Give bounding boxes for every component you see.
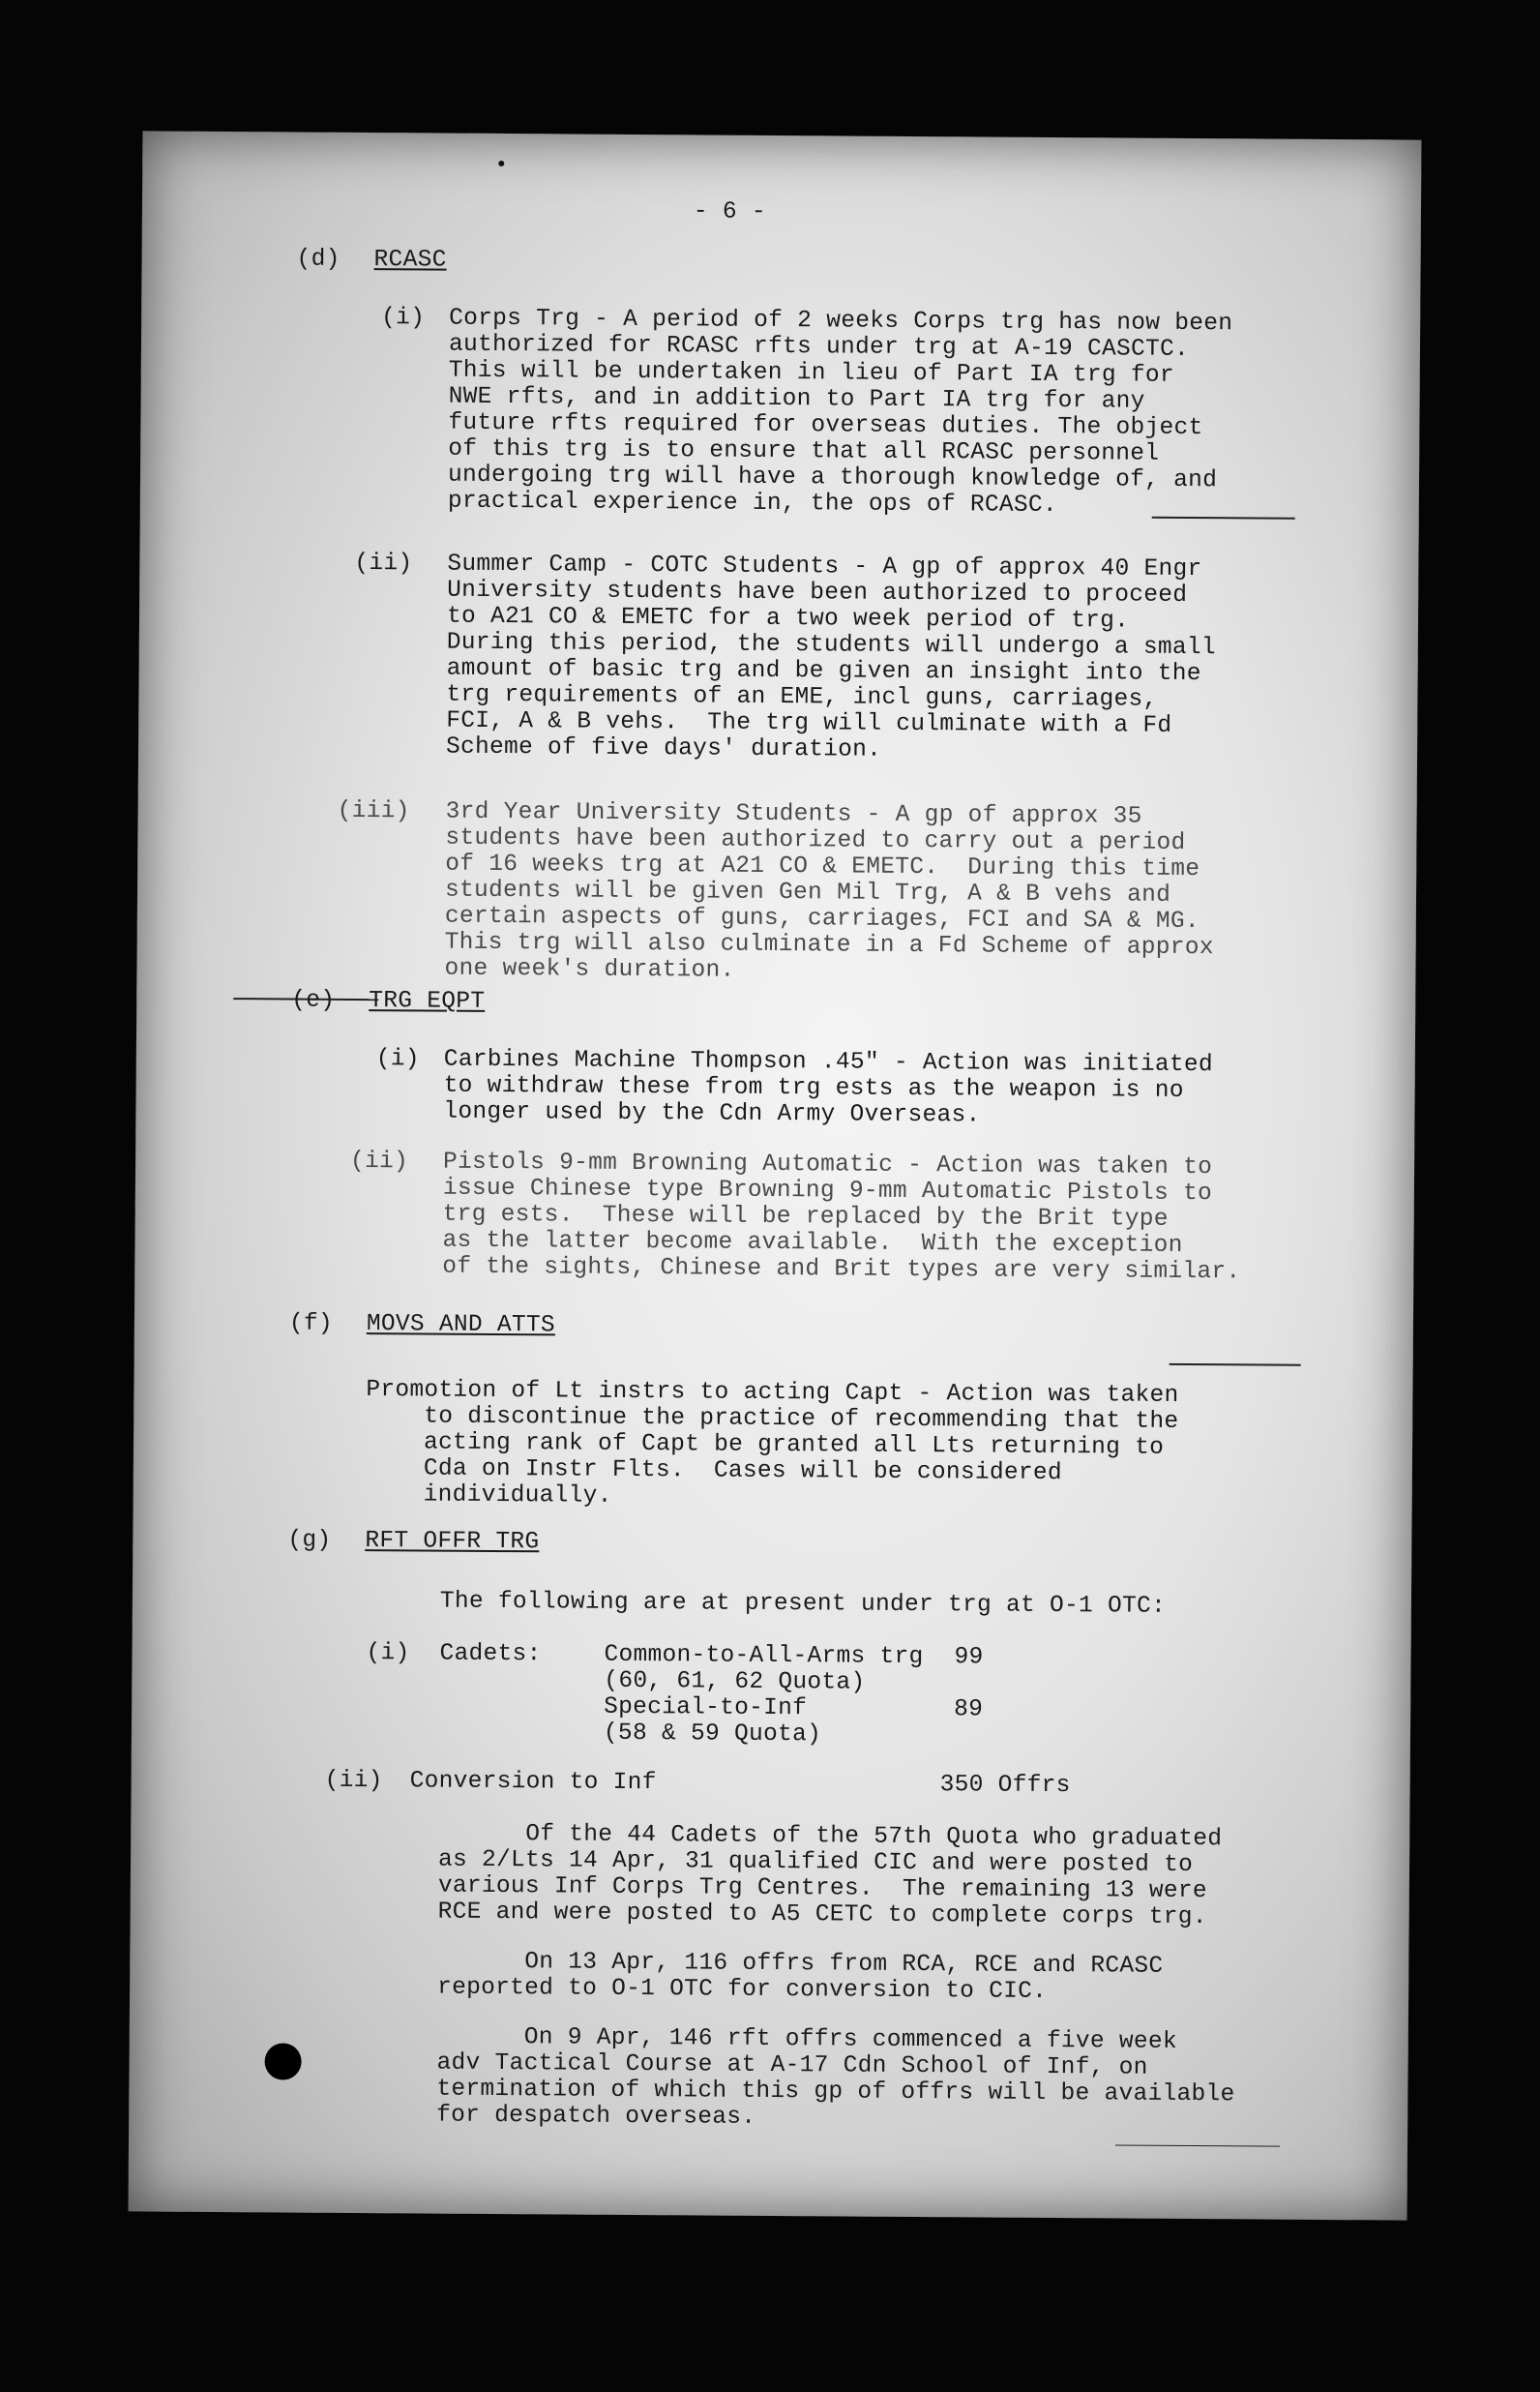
item-d-iii-number: (iii) [337, 797, 410, 825]
section-d-heading: RCASC [373, 247, 447, 274]
text-line: Scheme of five days' duration. [445, 733, 882, 763]
text-line: termination of which this gp of offrs will be available [436, 2076, 1235, 2108]
text-line: to withdraw these from trg ests as the weapon is no [443, 1072, 1184, 1104]
item-e-i-number: (i) [375, 1046, 420, 1073]
text-line: to A21 CO & EMETC for a two week period of trg. [446, 603, 1130, 635]
item-e-ii-number: (ii) [349, 1148, 409, 1176]
cadets-number: (i) [366, 1640, 410, 1667]
section-f-label: (f) [288, 1310, 334, 1337]
text-line: Cda on Instr Flts. Cases will be considered [365, 1455, 1063, 1487]
section-e-label: (e) [291, 987, 336, 1014]
text-line: adv Tactical Course at A-17 Cdn School of Inf, on [436, 2049, 1148, 2081]
text-line: reported to O-1 OTC for conversion to CIC. [437, 1974, 1048, 2005]
text-line: acting rank of Capt be granted all Lts returning to [365, 1429, 1165, 1461]
cadets-course-2: Special-to-Inf [604, 1693, 808, 1722]
text-line: of the sights, Chinese and Brit types are very similar. [442, 1253, 1241, 1286]
text-line: Corps Trg - A period of 2 weeks Corps trg has now been [449, 305, 1233, 338]
text-line: RCE and were posted to A5 CETC to complete corps trg. [437, 1899, 1207, 1931]
punch-hole [264, 2043, 301, 2079]
text-line: On 13 Apr, 116 offrs from RCA, RCE and RCASC [437, 1948, 1164, 1980]
conversion-number: (ii) [324, 1767, 383, 1795]
text-line: authorized for RCASC rfts under trg at A-19 CASCTC. [448, 331, 1190, 363]
text-line: 3rd Year University Students - A gp of approx 35 [445, 798, 1142, 830]
conversion-count: 350 Offrs [939, 1772, 1071, 1800]
text-line: During this period, the students will undergo a small [446, 629, 1217, 662]
text-line: Of the 44 Cadets of the 57th Quota who graduated [438, 1820, 1223, 1853]
text-line: NWE rfts, and in addition to Part IA trg for any [448, 383, 1145, 415]
section-e-heading: TRG EQPT [369, 988, 486, 1015]
conversion-label: Conversion to Inf [409, 1768, 657, 1797]
cadets-count-2: 89 [954, 1696, 984, 1723]
item-d-iii-text [444, 799, 1214, 988]
text-line: FCI, A & B vehs. The trg will culminate with a Fd [446, 707, 1172, 739]
text-line: issue Chinese type Browning 9-mm Automatic Pistols to [442, 1175, 1213, 1208]
document-page [129, 131, 1422, 2220]
section-g-heading: RFT OFFR TRG [365, 1528, 540, 1556]
text-line: On 9 Apr, 146 rft offrs commenced a five week [436, 2023, 1177, 2055]
text-line: amount of basic trg and be given an insight into the [446, 655, 1201, 688]
text-line: students have been authorized to carry out a period [445, 824, 1186, 856]
text-line: as 2/Lts 14 Apr, 31 qualified CIC and were posted to [437, 1846, 1194, 1879]
text-line: practical experience in, the ops of RCASC. [447, 488, 1058, 520]
text-line: trg ests. These will be replaced by the Brit type [442, 1201, 1169, 1233]
text-line: Summer Camp - COTC Students - A gp of approx 40 Engr [447, 551, 1202, 583]
item-e-ii-text [442, 1150, 1241, 1286]
conversion-paragraph [437, 1949, 1163, 2006]
text-line: future rfts required for overseas duties. The object [448, 409, 1203, 442]
text-line: University students have been authorized to proceed [447, 577, 1188, 609]
cadets-count-1: 99 [954, 1644, 984, 1671]
text-line: undergoing trg will have a thorough knowledge of, and [447, 462, 1218, 494]
item-d-ii-text [446, 552, 1217, 766]
cadets-label: Cadets: [439, 1640, 542, 1668]
page-number: - 6 - [693, 198, 767, 225]
text-line: This will be undertaken in lieu of Part IA trg for [448, 357, 1175, 389]
section-f-heading: MOVS AND ATTS [366, 1311, 556, 1339]
cadets-course-1: Common-to-All-Arms trg [604, 1641, 924, 1671]
bottom-rule [1115, 2144, 1280, 2146]
section-d-label: (d) [296, 246, 341, 273]
margin-rule [1170, 1363, 1301, 1366]
text-line: Pistols 9-mm Browning Automatic - Action was taken to [442, 1149, 1213, 1181]
text-line: Promotion of Lt instrs to acting Capt - Action was taken [366, 1377, 1179, 1409]
item-d-ii-number: (ii) [354, 550, 413, 578]
text-line: trg requirements of an EME, incl guns, carriages, [446, 681, 1158, 713]
item-d-i-text [448, 306, 1233, 521]
text-line: one week's duration. [444, 955, 735, 984]
tactical-course-paragraph [436, 2024, 1235, 2135]
section-g-intro: The following are at present under trg at O-1 OTC: [439, 1588, 1167, 1620]
section-g-label: (g) [287, 1527, 332, 1554]
cadets-quota-1: (60, 61, 62 Quota) [604, 1667, 866, 1696]
text-line: of 16 weeks trg at A21 CO & EMETC. During this time [445, 851, 1200, 883]
text-line: various Inf Corps Trg Centres. The remaining 13 were [437, 1872, 1208, 1905]
text-line: certain aspects of guns, carriages, FCI and SA & MG. [444, 903, 1200, 936]
graduation-paragraph [438, 1821, 1223, 1931]
text-line: of this trg is to ensure that all RCASC personnel [448, 435, 1160, 467]
text-line: to discontinue the practice of recommending that the [366, 1403, 1179, 1435]
item-e-i-text [443, 1047, 1213, 1131]
text-line: longer used by the Cdn Army Overseas. [443, 1098, 981, 1129]
ink-dot [498, 161, 504, 166]
text-line: This trg will also culminate in a Fd Scheme of approx [444, 929, 1214, 962]
text-line: individually. [365, 1481, 612, 1510]
text-line: as the latter become available. With the exception [442, 1227, 1183, 1259]
section-f-text [366, 1377, 1179, 1513]
item-d-i-number: (i) [381, 305, 426, 332]
text-line: students will be given Gen Mil Trg, A & B vehs and [444, 877, 1171, 909]
cadets-quota-2: (58 & 59 Quota) [603, 1719, 822, 1749]
text-line: Carbines Machine Thompson .45" - Action was initiated [443, 1046, 1214, 1079]
text-line: for despatch overseas. [436, 2102, 756, 2131]
